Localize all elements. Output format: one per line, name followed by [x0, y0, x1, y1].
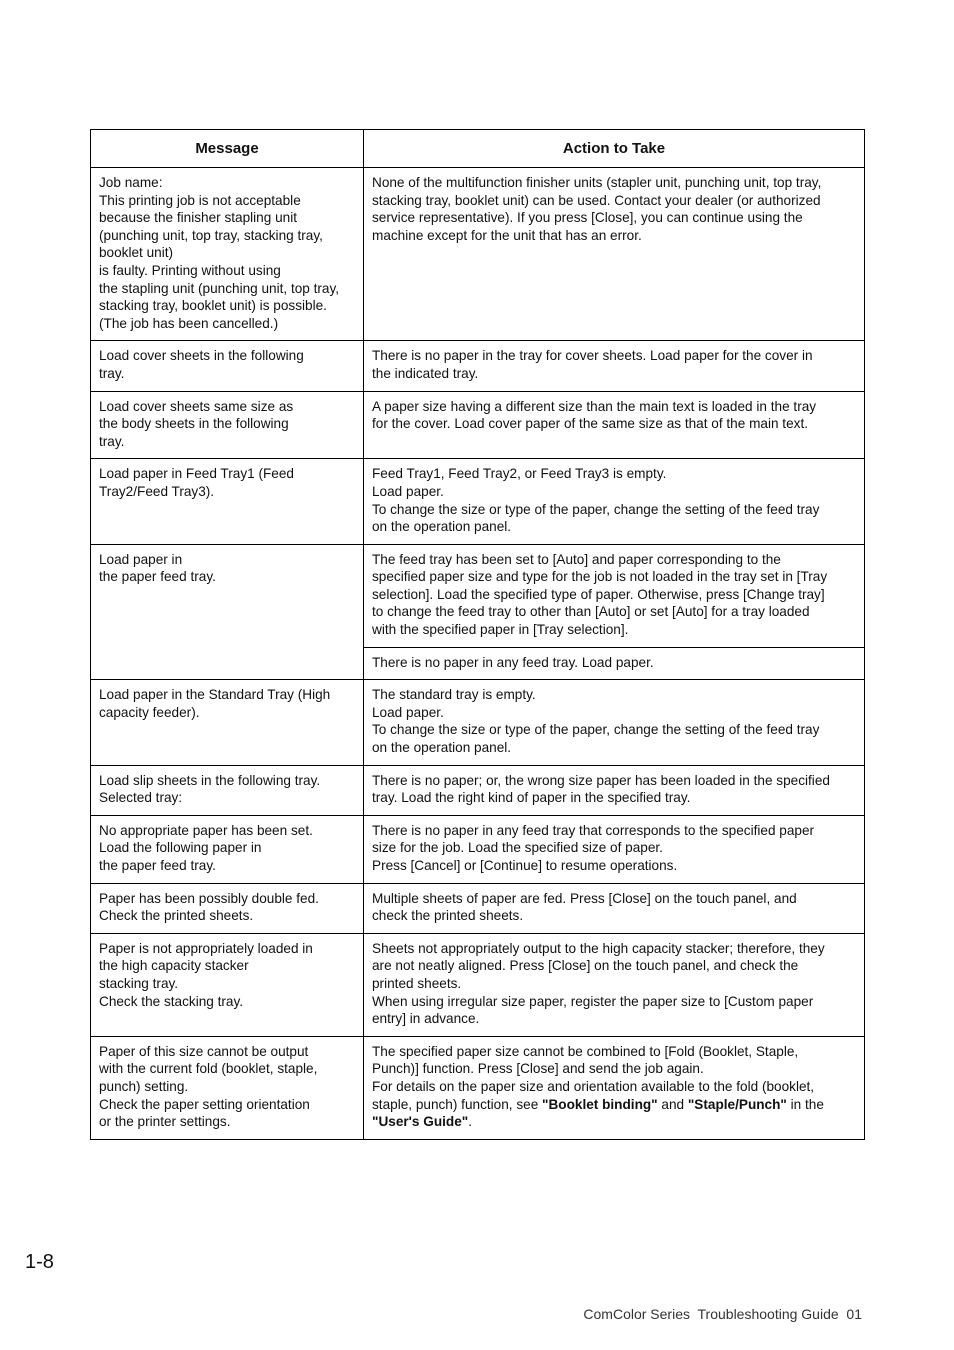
message-line: the paper feed tray. [99, 569, 216, 585]
action-cell [364, 1036, 865, 1139]
action-line: size for the job. Load the specified size of paper. [372, 840, 663, 856]
action-line: There is no paper in the tray for cover sheets. Load paper for the cover in [372, 348, 813, 364]
ref-prefix: staple, punch) function, see [372, 1096, 543, 1112]
message-table [90, 129, 865, 1140]
action-line: Load paper. [372, 704, 444, 720]
ref-staple-punch: "Staple/Punch" [687, 1096, 787, 1112]
action-cell [364, 647, 865, 680]
message-line: Check the paper setting orientation [99, 1096, 310, 1112]
action-line: There is no paper in any feed tray that corresponds to the specified paper [372, 822, 815, 838]
message-cell [91, 459, 364, 544]
action-cell [364, 933, 865, 1036]
message-line: is faulty. Printing without using [99, 262, 281, 278]
action-line: printed sheets. [372, 975, 462, 991]
action-line: For details on the paper size and orientation available to the fold (booklet, [372, 1078, 815, 1094]
action-line: with the specified paper in [Tray selection]. [372, 622, 629, 638]
message-line: tray. [99, 365, 125, 381]
message-line: the high capacity stacker [99, 958, 249, 974]
action-line: machine except for the unit that has an error. [372, 227, 642, 243]
action-line: on the operation panel. [372, 740, 512, 756]
table-row [91, 680, 865, 765]
action-line-reference-end [372, 1113, 857, 1131]
action-line: for the cover. Load cover paper of the same size as that of the main text. [372, 416, 808, 432]
message-line: Tray2/Feed Tray3). [99, 483, 215, 499]
ref-users-guide: "User's Guide" [372, 1114, 469, 1130]
action-line: service representative). If you press [Close], you can continue using the [372, 210, 803, 226]
action-line: Punch)] function. Press [Close] and send the job again. [372, 1061, 704, 1077]
message-line: Paper has been possibly double fed. [99, 890, 319, 906]
ref-booklet-binding: "Booklet binding" [542, 1096, 658, 1112]
message-cell [91, 765, 364, 815]
message-line: with the current fold (booklet, staple, [99, 1061, 318, 1077]
message-line: Load paper in [99, 551, 183, 567]
message-line: Load the following paper in [99, 840, 262, 856]
action-line: selection]. Load the specified type of paper. Otherwise, press [Change tray] [372, 586, 825, 602]
table-row [91, 459, 865, 544]
action-line: There is no paper; or, the wrong size paper has been loaded in the specified [372, 772, 830, 788]
action-line: the indicated tray. [372, 365, 479, 381]
action-line: are not neatly aligned. Press [Close] on the touch panel, and check the [372, 958, 799, 974]
message-cell [91, 391, 364, 459]
action-line: check the printed sheets. [372, 908, 524, 924]
message-line: because the finisher stapling unit [99, 210, 297, 226]
message-line: Check the printed sheets. [99, 908, 254, 924]
table-row [91, 765, 865, 815]
message-cell [91, 815, 364, 883]
header-message: Message [91, 130, 364, 168]
table-header-row [91, 130, 865, 168]
table-body-last [91, 1036, 865, 1139]
message-line: stacking tray, booklet unit) is possible. [99, 298, 327, 314]
page-number: 1-8 [25, 1251, 54, 1273]
action-line: entry] in advance. [372, 1011, 480, 1027]
message-line: Load cover sheets in the following [99, 348, 304, 364]
message-line: the paper feed tray. [99, 858, 216, 873]
table-row [91, 168, 865, 341]
message-cell [91, 544, 364, 680]
action-line-reference [372, 1096, 857, 1114]
message-line: Job name: [99, 175, 163, 190]
message-cell [91, 341, 364, 391]
action-line: When using irregular size paper, register the paper size to [Custom paper [372, 993, 814, 1009]
message-line: Load paper in the Standard Tray (High [99, 687, 331, 703]
action-line: There is no paper in any feed tray. Load paper. [372, 654, 654, 670]
action-cell [364, 815, 865, 883]
message-cell [91, 1036, 364, 1139]
message-cell [91, 168, 364, 341]
action-cell [364, 883, 865, 933]
action-line: The standard tray is empty. [372, 687, 536, 703]
action-line: To change the size or type of the paper, change the setting of the feed tray [372, 722, 820, 738]
action-cell [364, 680, 865, 765]
message-line: Paper of this size cannot be output [99, 1043, 309, 1059]
action-line: To change the size or type of the paper, change the setting of the feed tray [372, 501, 820, 517]
message-line: Load slip sheets in the following tray. [99, 772, 321, 788]
action-cell [364, 168, 865, 341]
table-row [91, 933, 865, 1036]
table-body [91, 168, 865, 1037]
ref-end: . [468, 1114, 472, 1130]
action-line: Press [Cancel] or [Continue] to resume operations. [372, 858, 678, 873]
message-line: (The job has been cancelled.) [99, 315, 279, 331]
footer-text: ComColor Series Troubleshooting Guide 01 [583, 1306, 862, 1322]
action-line: Multiple sheets of paper are fed. Press [Close] on the touch panel, and [372, 890, 797, 906]
message-cell [91, 883, 364, 933]
action-line: on the operation panel. [372, 519, 512, 535]
ref-in: in the [786, 1096, 824, 1112]
action-cell [364, 765, 865, 815]
header-action: Action to Take [364, 130, 865, 168]
message-line: the stapling unit (punching unit, top tray, [99, 280, 340, 296]
message-line: No appropriate paper has been set. [99, 822, 313, 838]
action-line: specified paper size and type for the job is not loaded in the tray set in [Tray [372, 569, 828, 585]
message-line: tray. [99, 433, 125, 449]
action-cell [364, 544, 865, 647]
action-cell [364, 341, 865, 391]
message-line: the body sheets in the following [99, 416, 289, 432]
action-line: tray. Load the right kind of paper in the specified tray. [372, 790, 691, 806]
message-line: or the printer settings. [99, 1114, 231, 1130]
action-cell [364, 391, 865, 459]
message-line: Paper is not appropriately loaded in [99, 940, 313, 956]
message-line: Selected tray: [99, 790, 183, 806]
action-line: to change the feed tray to other than [Auto] or set [Auto] for a tray loaded [372, 604, 810, 620]
action-cell [364, 459, 865, 544]
action-line: Sheets not appropriately output to the high capacity stacker; therefore, they [372, 940, 825, 956]
table-row [91, 815, 865, 883]
ref-and: and [657, 1096, 688, 1112]
message-line: (punching unit, top tray, stacking tray, [99, 227, 323, 243]
message-line: Load paper in Feed Tray1 (Feed [99, 466, 294, 482]
action-line: The specified paper size cannot be combined to [Fold (Booklet, Staple, [372, 1043, 799, 1059]
table-row [91, 341, 865, 391]
action-line: Feed Tray1, Feed Tray2, or Feed Tray3 is empty. [372, 466, 667, 482]
message-line: punch) setting. [99, 1078, 189, 1094]
action-line: None of the multifunction finisher units (stapler unit, punching unit, top tray, [372, 175, 822, 190]
message-line: stacking tray. [99, 975, 179, 991]
message-line: capacity feeder). [99, 704, 200, 720]
table-row [91, 1036, 865, 1139]
action-line: A paper size having a different size than the main text is loaded in the tray [372, 398, 817, 414]
message-line: Load cover sheets same size as [99, 398, 294, 414]
message-line: Check the stacking tray. [99, 993, 244, 1009]
action-line: Load paper. [372, 483, 444, 499]
message-cell [91, 933, 364, 1036]
action-line: stacking tray, booklet unit) can be used. Contact your dealer (or authorized [372, 192, 821, 208]
action-line: The feed tray has been set to [Auto] and paper corresponding to the [372, 551, 781, 567]
table-row [91, 544, 865, 647]
table-row [91, 883, 865, 933]
message-line: This printing job is not acceptable [99, 192, 301, 208]
table-row [91, 391, 865, 459]
message-line: booklet unit) [99, 245, 174, 261]
message-cell [91, 680, 364, 765]
